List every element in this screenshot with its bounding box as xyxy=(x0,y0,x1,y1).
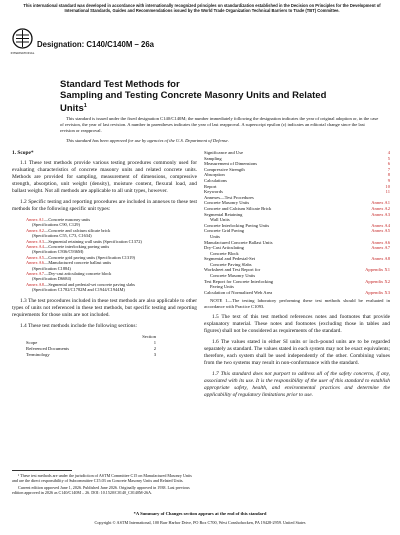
toc-entry-ref[interactable]: Annex A7 xyxy=(371,245,390,251)
toc-entry-ref[interactable]: 9 xyxy=(387,177,390,183)
section-name: Terminology xyxy=(26,351,50,357)
scope-1-6: 1.6 The values stated in either SI units or inch-pound units are to be regarded separately as standard. The values stated in each system may not be exact equivalents; therefore, each system shall be used independently of the other. Combining values from the two systems may result in non-conformance with the standard. xyxy=(204,339,390,367)
toc-entry-ref[interactable]: 4 xyxy=(387,150,390,155)
title-line-3 xyxy=(60,101,360,114)
toc-entry-name: Test Report for Concrete Interlocking xyxy=(204,278,274,284)
footnotes xyxy=(12,473,197,497)
toc-entry-ref[interactable]: Annex A4 xyxy=(371,222,390,228)
right-column xyxy=(204,150,390,403)
toc-entry-name: Absorption xyxy=(204,172,225,178)
toc-entry-ref[interactable]: 11 xyxy=(385,189,390,195)
toc-entry-name: Concrete Masonry Units xyxy=(210,273,256,279)
toc-entry-name: Calculation of Normalized Web Area xyxy=(204,289,273,295)
annex-spec: (Specification D6684) xyxy=(32,276,72,282)
annex-text: —Concrete interlocking paving units xyxy=(43,244,110,250)
section-name: Referenced Documents xyxy=(26,345,69,351)
annex-list xyxy=(12,217,197,293)
toc-entry-name: Concrete Masonry Units xyxy=(204,200,250,206)
summary-of-changes-note: *A Summary of Changes section appears at the end of this standard xyxy=(133,511,267,516)
toc-entry-name: Units xyxy=(210,233,220,239)
toc-entry-name: Concrete and Calcium Silicate Brick xyxy=(204,205,272,211)
scope-1-1: 1.1 These test methods provide various testing procedures commonly used for evaluating characteristics of concrete masonry units and related concrete units. Methods are provided for sampling, measurement of dimensions, compressive strength, absorption, unit weight (density), moisture content, flexural load, and ballast weight. Not all methods are applicable to all unit types, however. xyxy=(12,160,197,194)
astm-logo-icon xyxy=(12,28,33,60)
annex-list-item xyxy=(26,244,197,255)
scope-1-3: 1.3 The test procedures included in these test methods are also applicable to other types of units not referenced in these test methods, but specific testing and reporting requirements for those units are not included. xyxy=(12,297,197,318)
annex-link[interactable]: Annex A3 xyxy=(26,238,44,244)
toc-entry-name: Concrete Block xyxy=(210,250,239,256)
annex-list-item xyxy=(26,228,197,239)
toc-entry-name: Worksheet and Test Report for xyxy=(204,267,261,273)
toc-entry-name: Calculations xyxy=(204,177,227,183)
annex-spec: (Specification C1884) xyxy=(32,265,71,271)
annex-text: —Manufactured concrete ballast units xyxy=(43,260,112,266)
intro-paragraph-1: This standard is issued under the fixed designation C140/C140M; the number immediately following the designation indicates the year of original adoption or, in the case of revision, the year of last revision. A number in parentheses indicates the year of last reapproval. A superscript epsilon (ε) indicates an editorial change since the last revision or reapproval. xyxy=(60,116,379,133)
annex-spec: (Specifications C90, C129) xyxy=(32,222,80,228)
annex-text: —Segmental and pedestal-set concrete paving slabs xyxy=(43,281,136,287)
toc-entry-name: Segmental Retaining xyxy=(204,211,243,217)
sections-table xyxy=(26,334,156,358)
toc-entry-ref[interactable]: Appendix X3 xyxy=(365,289,390,295)
toc-entry-ref[interactable]: 7 xyxy=(387,166,390,172)
toc-entry-ref[interactable]: Appendix X2 xyxy=(365,278,390,284)
toc-entry-name: Concrete Grid Paving xyxy=(204,228,245,234)
toc-entry-name: Concrete Paving Slabs xyxy=(210,261,252,267)
annex-text: —Concrete and calcium silicate brick xyxy=(43,227,111,233)
toc-entry-ref[interactable]: Annex A8 xyxy=(371,256,390,262)
annex-link[interactable]: Annex A4 xyxy=(26,244,44,250)
development-notice: This international standard was developed in accordance with internationally recognized principles on standardization established in the Decision on Principles for the Development of International Standards, Guides and Recommendations issued by the World Trade Organization Technical Barriers to Trade (TBT) Committee. xyxy=(23,3,381,14)
designation: Designation: C140/C140M – 26a xyxy=(37,40,154,49)
toc-entry-name: Sampling xyxy=(204,155,222,161)
annex-link[interactable]: Annex A5 xyxy=(26,254,44,260)
toc-entry-ref[interactable]: 5 xyxy=(387,155,390,161)
annex-link[interactable]: Annex A1 xyxy=(26,217,44,222)
toc-entry-name: Annexes—Test Procedures xyxy=(204,194,254,200)
annex-spec: (Specification C1782/C1782M and C1944/C1944M) xyxy=(32,287,125,293)
note-1: NOTE 1—The testing laboratory performing these test methods should be evaluated in accordance with Practice C1093. xyxy=(204,298,390,310)
toc-entry-ref[interactable]: Annex A1 xyxy=(371,200,390,206)
toc-entry-name: Segmental and Pedestal-Set xyxy=(204,256,256,262)
toc-entry-name: Wall Units xyxy=(210,217,230,223)
copyright: Copyright © ASTM International, 100 Barr Harbor Drive, PO Box C700, West Conshohocken, PA 19428-2959. United States xyxy=(94,520,306,525)
toc-entry-ref[interactable]: 10 xyxy=(385,183,390,189)
scope-1-7: 1.7 This standard does not purport to address all of the safety concerns, if any, associated with its use. It is the responsibility of the user of this standard to establish appropriate safety, health, and environmental practices and determine the applicability of regulatory limitations prior to use. xyxy=(204,371,390,399)
sections-toc xyxy=(204,150,390,295)
section-num: 3 xyxy=(153,351,156,357)
scope-1-4: 1.4 These test methods include the following sections: xyxy=(20,322,137,329)
toc-entry-name: Dry-Cast Articulating xyxy=(204,245,244,251)
toc-entry-ref[interactable]: Annex A3 xyxy=(371,211,390,217)
toc-entry-name: Compressive Strength xyxy=(204,166,245,172)
footnote-1: ¹ These test methods are under the jurisdiction of ASTM Committee C15 on Manufactured Masonry Units and are the direct responsibility of Subcommittee C15.03 on Concrete Masonry Units and Related Units. xyxy=(12,473,192,484)
annex-link[interactable]: Annex A8 xyxy=(26,281,44,287)
toc-entry-ref[interactable]: 8 xyxy=(387,172,390,178)
toc-entry-name: Significance and Use xyxy=(204,150,244,155)
toc-entry-ref[interactable]: Appendix X1 xyxy=(365,267,390,273)
title-line-3-text: Units xyxy=(60,103,84,115)
svg-text:INTERNATIONAL: INTERNATIONAL xyxy=(10,51,35,55)
intro-paragraph-2: This standard has been approved for use by agencies of the U.S. Department of Defense. xyxy=(66,138,229,143)
annex-text: —Concrete grid paving units (Specification C1319) xyxy=(43,254,136,260)
annex-link[interactable]: Annex A7 xyxy=(26,271,44,277)
annex-spec: (Specifications C55, C73, C1634) xyxy=(32,233,92,239)
toc-entry-name: Paving Units xyxy=(210,284,234,290)
title-footnote-marker: 1 xyxy=(83,103,87,110)
annex-list-item xyxy=(26,260,197,271)
footnote-divider xyxy=(12,470,72,471)
section-row xyxy=(26,352,156,358)
scope-1-5: 1.5 The text of this test method references notes and footnotes that provide explanatory material. These notes and footnotes (excluding those in tables and figures) shall not be considered as requirements of the standard. xyxy=(204,314,390,335)
annex-text: —Segmental retaining wall units (Specification C1372) xyxy=(43,238,142,244)
toc-entry-ref[interactable]: Annex A5 xyxy=(371,228,390,234)
annex-list-item xyxy=(26,217,197,228)
section-name: Scope xyxy=(26,339,38,345)
toc-entry-name: Concrete Interlocking Paving Units xyxy=(204,222,270,228)
annex-text: —Dry-cast articulating concrete block xyxy=(43,271,112,277)
toc-entry-name: Keywords xyxy=(204,189,223,195)
section-num: 2 xyxy=(153,345,156,351)
scope-heading: 1. Scope* xyxy=(12,150,34,156)
toc-entry-ref[interactable]: Annex A2 xyxy=(371,205,390,211)
document-title xyxy=(60,79,360,115)
annex-text: —Concrete masonry units xyxy=(43,217,91,222)
annex-link[interactable]: Annex A2 xyxy=(26,227,44,233)
toc-entry-name: Report xyxy=(204,183,217,189)
annex-link[interactable]: Annex A6 xyxy=(26,260,44,266)
annex-list-item xyxy=(26,271,197,282)
toc-entry-name: Manufactured Concrete Ballast Units xyxy=(204,239,273,245)
annex-spec: (Specification C936/C936M) xyxy=(32,249,84,255)
toc-entry-name: Measurement of Dimensions xyxy=(204,161,258,167)
left-column xyxy=(12,150,197,364)
footnote-2: Current edition approved June 1, 2026. Published June 2026. Originally approved in 1938. Last previous edition approved in 2026 as C140/C140M – 26. DOI: 10.1520/C0140_C0140M-26A. xyxy=(12,485,190,496)
toc-entry-ref[interactable]: Annex A6 xyxy=(371,239,390,245)
intro-text xyxy=(60,116,380,148)
section-num: 1 xyxy=(153,339,156,345)
sections-header: Section xyxy=(142,333,156,339)
annex-list-item xyxy=(26,282,197,293)
title-line-2: Sampling and Testing Concrete Masonry Units and Related xyxy=(60,90,327,102)
toc-entry-ref[interactable]: 6 xyxy=(387,161,390,167)
toc-row xyxy=(204,290,390,296)
title-line-1: Standard Test Methods for xyxy=(60,79,180,90)
scope-1-2: 1.2 Specific testing and reporting procedures are included in annexes to these test methods for the following specific unit types: xyxy=(12,199,197,212)
